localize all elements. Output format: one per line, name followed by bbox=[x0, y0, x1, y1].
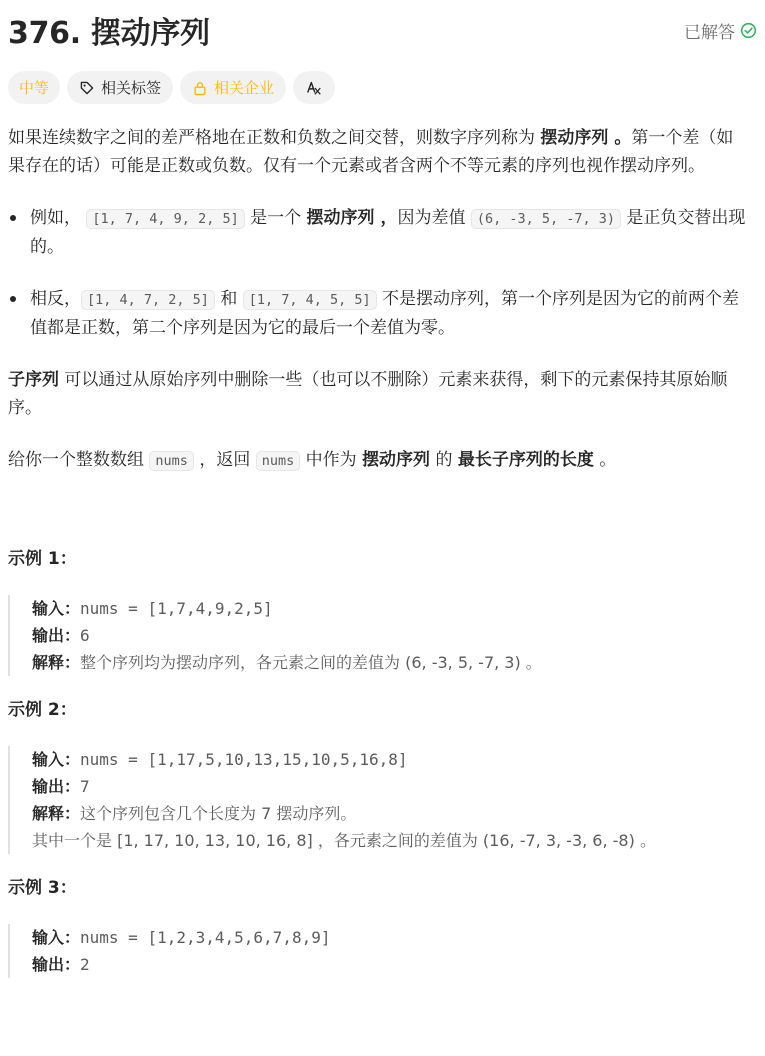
input-value: nums = [1,7,4,9,2,5] bbox=[80, 599, 273, 618]
related-companies-label: 相关企业 bbox=[214, 79, 275, 97]
list-item bbox=[8, 204, 748, 261]
inline-code: nums bbox=[256, 451, 301, 471]
example-input-line bbox=[32, 595, 748, 622]
example-output-line bbox=[32, 622, 748, 649]
text: ，返回 bbox=[193, 450, 256, 470]
example-output-line bbox=[32, 951, 748, 978]
example-input-line bbox=[32, 746, 748, 773]
solved-status bbox=[684, 18, 757, 43]
text: 。 bbox=[593, 450, 617, 470]
bold-text: 最长子序列的长度 bbox=[457, 450, 594, 470]
text: 是正负交替出现的。 bbox=[30, 208, 746, 257]
difficulty-badge: 中等 bbox=[8, 71, 60, 104]
explain-label: 解释： bbox=[32, 804, 81, 823]
translate-button[interactable] bbox=[293, 71, 335, 104]
example-1 bbox=[8, 545, 748, 676]
input-value: nums = [1,17,5,10,13,15,10,5,16,8] bbox=[80, 750, 408, 769]
description-paragraph bbox=[8, 446, 748, 475]
inline-code: [1, 7, 4, 9, 2, 5] bbox=[86, 209, 244, 229]
output-value: 6 bbox=[80, 626, 90, 645]
text: 不是摆动序列，第一个序列是因为它的前两个差值都是正数，第二个序列是因为它的最后一个差值为零。 bbox=[30, 289, 740, 338]
example-2 bbox=[8, 696, 748, 854]
example-code-block bbox=[8, 746, 748, 854]
output-value: 7 bbox=[80, 777, 90, 796]
input-label: 输入： bbox=[32, 599, 81, 618]
related-tags-label: 相关标签 bbox=[101, 79, 162, 97]
bold-text: 摆动序列 ， bbox=[306, 208, 398, 228]
example-3 bbox=[8, 874, 748, 978]
text: 相反， bbox=[30, 289, 81, 309]
example-explain-line bbox=[32, 800, 748, 827]
text: 的 bbox=[430, 450, 458, 470]
related-tags-button[interactable] bbox=[67, 71, 173, 104]
text: 是一个 bbox=[244, 208, 307, 228]
title-row bbox=[8, 8, 757, 52]
example-list bbox=[8, 204, 748, 342]
text: 和 bbox=[214, 289, 243, 309]
translate-icon bbox=[305, 79, 323, 97]
explain-value: 这个序列包含几个长度为 7 摆动序列。 bbox=[80, 804, 357, 823]
related-companies-button[interactable] bbox=[180, 71, 286, 104]
inline-code: nums bbox=[149, 451, 194, 471]
example-output-line bbox=[32, 773, 748, 800]
text: 给你一个整数数组 bbox=[8, 450, 150, 470]
list-item bbox=[8, 285, 748, 342]
bold-text: 摆动序列 。 bbox=[540, 128, 632, 148]
inline-code: [1, 4, 7, 2, 5] bbox=[81, 290, 215, 310]
text: 因为差值 bbox=[397, 208, 471, 228]
lock-icon bbox=[192, 80, 208, 96]
example-title: 示例 3： bbox=[8, 878, 77, 898]
input-label: 输入： bbox=[32, 928, 81, 947]
example-code-block bbox=[8, 924, 748, 978]
text: 第一个差（如果存在的话）可能是正数或负数。仅有一个元素或者含两个不等元素的序列也视作摆动序列。 bbox=[8, 128, 734, 176]
bold-text: 摆动序列 bbox=[362, 450, 431, 470]
input-label: 输入： bbox=[32, 750, 81, 769]
output-label: 输出： bbox=[32, 955, 81, 974]
inline-code: (6, -3, 5, -7, 3) bbox=[471, 209, 621, 229]
solved-label: 已解答 bbox=[684, 22, 735, 43]
example-title: 示例 1： bbox=[8, 549, 77, 569]
inline-code: [1, 7, 4, 5, 5] bbox=[243, 290, 377, 310]
explain-label: 解释： bbox=[32, 653, 81, 672]
output-value: 2 bbox=[80, 955, 90, 974]
example-title: 示例 2： bbox=[8, 700, 77, 720]
example-explain-continued: 其中一个是 [1, 17, 10, 13, 10, 16, 8] ，各元素之间的差值为 (16, -7, 3, -3, 6, -8) 。 bbox=[32, 831, 656, 850]
example-code-block bbox=[8, 595, 748, 676]
text: 中作为 bbox=[300, 450, 363, 470]
output-label: 输出： bbox=[32, 777, 81, 796]
text: 可以通过从原始序列中删除一些（也可以不删除）元素来获得，剩下的元素保持其原始顺序。 bbox=[8, 370, 728, 418]
problem-title[interactable]: 376. 摆动序列 bbox=[8, 16, 210, 51]
description-paragraph bbox=[8, 366, 748, 422]
input-value: nums = [1,2,3,4,5,6,7,8,9] bbox=[80, 928, 331, 947]
example-explain-line bbox=[32, 649, 748, 676]
check-circle-icon bbox=[740, 22, 757, 39]
text: 如果连续数字之间的差严格地在正数和负数之间交替，则数字序列称为 bbox=[8, 128, 541, 148]
description-paragraph bbox=[8, 124, 748, 180]
tag-bar bbox=[8, 71, 335, 104]
example-input-line bbox=[32, 924, 748, 951]
explain-value: 整个序列均为摆动序列，各元素之间的差值为 (6, -3, 5, -7, 3) 。 bbox=[80, 653, 542, 672]
bold-text: 子序列 bbox=[8, 370, 59, 390]
tag-icon bbox=[79, 80, 95, 96]
problem-description bbox=[8, 124, 748, 978]
text: 例如， bbox=[30, 208, 87, 228]
output-label: 输出： bbox=[32, 626, 81, 645]
